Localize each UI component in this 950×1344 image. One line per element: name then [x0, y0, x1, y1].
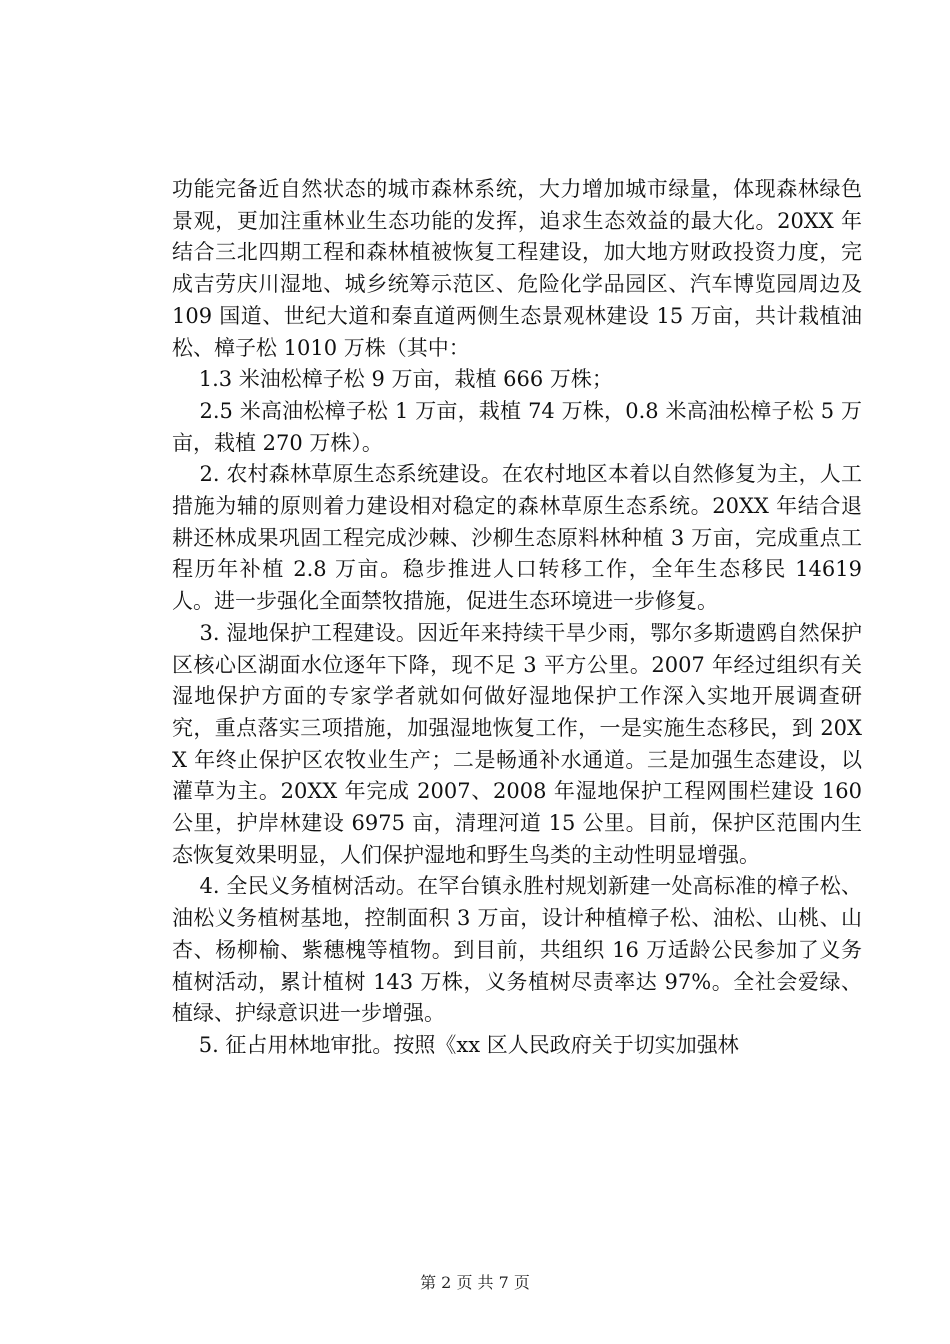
document-body — [172, 174, 869, 1062]
paragraph-item-2-5m: 2.5 米高油松樟子松 1 万亩，栽植 74 万株，0.8 米高油松樟子松 5 万亩，栽植 270 万株）。 — [172, 398, 862, 455]
paragraph-item-1-3m: 1.3 米油松樟子松 9 万亩，栽植 666 万株； — [172, 367, 613, 392]
paragraph-tree-planting: 4. 全民义务植树活动。在罕台镇永胜村规划新建一处高标准的樟子松、油松义务植树基地，控制面积 3 万亩，设计种植樟子松、油松、山桃、山杏、杨柳榆、紫穗槐等植物。到目前，共组织 16 万适龄公民参加了义务植树活动，累计植树 143 万株，义务植树尽责率达 97%。全社会爱绿、植绿、护绿意识进一步增强。 — [172, 874, 862, 1026]
paragraph-rural-grassland: 2. 农村森林草原生态系统建设。在农村地区本着以自然修复为主，人工措施为辅的原则着力建设相对稳定的森林草原生态系统。20XX 年结合退耕还林成果巩固工程完成沙棘、沙柳生态原料林种植 3 万亩，完成重点工程历年补植 2.8 万亩。稳步推进人口转移工作，全年生态移民 14619 人。进一步强化全面禁牧措施，促进生态环境进一步修复。 — [172, 462, 869, 614]
page-footer: 第 2 页 共 7 页 — [420, 1273, 530, 1292]
paragraph-forest-land-approval: 5. 征占用林地审批。按照《xx 区人民政府关于切实加强林 — [172, 1032, 739, 1057]
paragraph-forest-system: 功能完备近自然状态的城市森林系统，大力增加城市绿量，体现森林绿色景观，更加注重林业生态功能的发挥，追求生态效益的最大化。20XX 年结合三北四期工程和森林植被恢复工程建设，加大地方财政投资力度，完成吉劳庆川湿地、城乡统筹示范区、危险化学品园区、汽车博览园周边及 109 国道、世纪大道和秦直道两侧生态景观林建设 15 万亩，共计栽植油松、樟子松 1010 万株（其中： — [172, 177, 869, 360]
paragraph-wetland-protection: 3. 湿地保护工程建设。因近年来持续干旱少雨，鄂尔多斯遗鸥自然保护区核心区湖面水位逐年下降，现不足 3 平方公里。2007 年经过组织有关湿地保护方面的专家学者就如何做好湿地保护工作深入实地开展调查研究，重点落实三项措施，加强湿地恢复工作，一是实施生态移民，到 20XX 年终止保护区农牧业生产；二是畅通补水通道。三是加强生态建设，以灌草为主。20XX 年完成 2007、2008 年湿地保护工程网围栏建设 160 公里，护岸林建设 6975 亩，清理河道 15 公里。目前，保护区范围内生态恢复效果明显，人们保护湿地和野生鸟类的主动性明显增强。 — [172, 620, 869, 867]
